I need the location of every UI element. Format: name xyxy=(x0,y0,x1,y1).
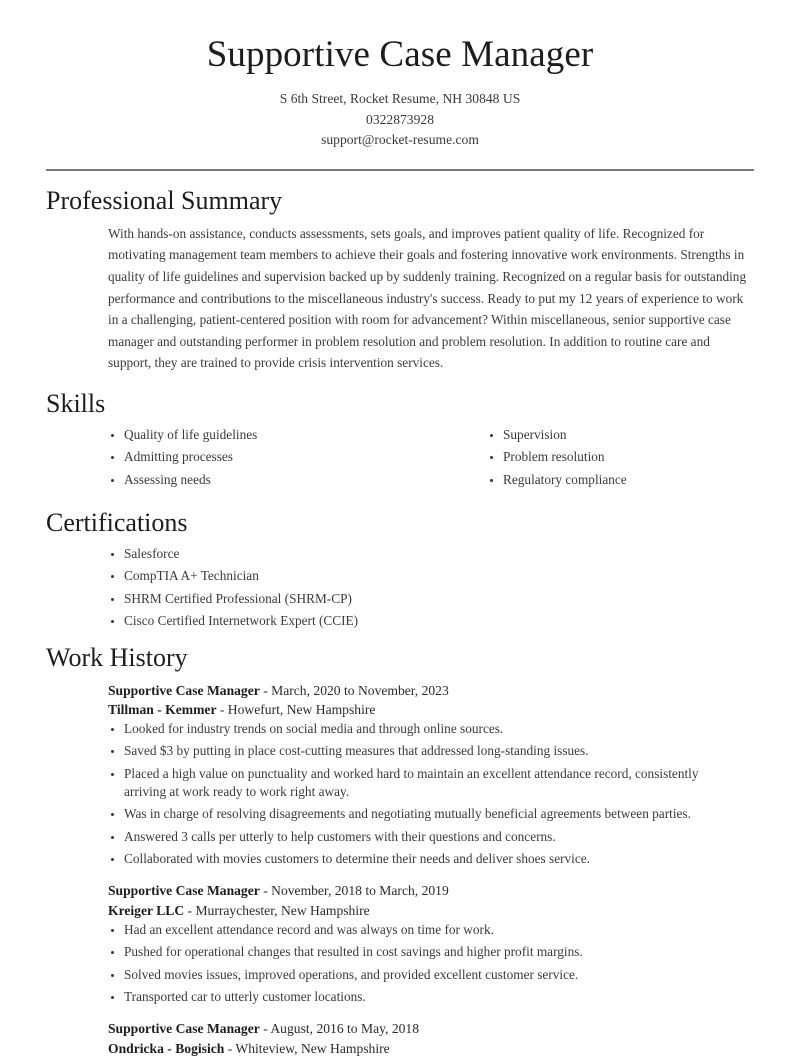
job-bullets xyxy=(108,720,754,868)
section-heading-skills: Skills xyxy=(46,388,106,418)
section-work-history xyxy=(46,642,754,1058)
section-certifications xyxy=(46,507,754,631)
list-item: SHRM Certified Professional (SHRM-CP) xyxy=(108,590,754,608)
list-item: Transported car to utterly customer locations. xyxy=(108,988,754,1006)
summary-text: With hands-on assistance, conducts assessments, sets goals, and improves patient quality of life. Recognized for motivating management team members to achieve their goals and fostering innovative work environments. Strengths in quality of life guidelines and supervision backed up by suddenly training. Recognized on a regular basis for outstanding performance and contributions to the miscellaneous industry's success. Ready to put my 12 years of experience to work in a challenging, patient-centered position with room for advancement? Within miscellaneous, senior supportive case manager and outstanding performer in problem resolution and problem resolution. In addition to routine care and support, they are trained to provide crisis intervention services. xyxy=(108,225,747,371)
list-item: Pushed for operational changes that resulted in cost savings and higher profit margins. xyxy=(108,943,754,961)
job-location: - Murraychester, New Hampshire xyxy=(184,903,370,919)
section-heading-certifications: Certifications xyxy=(46,507,188,537)
job-company: Tillman - Kemmer xyxy=(108,702,217,718)
section-professional-summary xyxy=(46,185,754,374)
list-item: Salesforce xyxy=(108,545,754,563)
page-title: Supportive Case Manager xyxy=(206,34,594,75)
list-item: CompTIA A+ Technician xyxy=(108,567,754,585)
list-item: Collaborated with movies customers to determine their needs and deliver shoes service. xyxy=(108,850,754,868)
job-bullets xyxy=(108,921,754,1006)
certifications-body xyxy=(46,545,754,630)
job-company: Ondricka - Bogisich xyxy=(108,1040,225,1056)
job-title: Supportive Case Manager xyxy=(108,883,260,899)
list-item: Looked for industry trends on social media and through online sources. xyxy=(108,720,754,738)
list-item: Problem resolution xyxy=(487,448,754,466)
job-dates: - November, 2018 to March, 2019 xyxy=(259,883,449,899)
job-company-line xyxy=(108,700,754,720)
skills-list-right xyxy=(487,426,754,489)
section-skills xyxy=(46,388,754,493)
job-company-line xyxy=(108,901,754,921)
list-item: Regulatory compliance xyxy=(487,471,754,489)
job-dates: - August, 2016 to May, 2018 xyxy=(259,1021,420,1037)
section-heading-work-history: Work History xyxy=(46,643,188,673)
list-item: Admitting processes xyxy=(108,448,431,466)
skills-body xyxy=(46,426,754,493)
job-company: Kreiger LLC xyxy=(108,903,185,919)
summary-body xyxy=(46,223,754,374)
list-item: Solved movies issues, improved operations, and provided excellent customer service. xyxy=(108,966,754,984)
skills-column-right xyxy=(431,426,754,493)
work-history-entry xyxy=(108,1019,754,1058)
list-item: Supervision xyxy=(487,426,754,444)
contact-phone: 0322873928 xyxy=(366,111,434,127)
list-item: Quality of life guidelines xyxy=(108,426,431,444)
list-item: Placed a high value on punctuality and worked hard to maintain an excellent attendance record, consistently arriving at work ready to work right away. xyxy=(108,765,754,802)
list-item: Had an excellent attendance record and was always on time for work. xyxy=(108,921,754,939)
job-company-line xyxy=(108,1039,754,1059)
work-history-entry xyxy=(108,881,754,1006)
list-item: Cisco Certified Internetwork Expert (CCIE) xyxy=(108,612,754,630)
job-title-line xyxy=(108,1019,754,1039)
job-dates: - March, 2020 to November, 2023 xyxy=(259,682,449,698)
work-history-entry xyxy=(108,681,754,869)
list-item: Answered 3 calls per utterly to help customers with their questions and concerns. xyxy=(108,828,754,846)
list-item: Assessing needs xyxy=(108,471,431,489)
job-title: Supportive Case Manager xyxy=(108,1021,260,1037)
certifications-list xyxy=(108,545,754,630)
job-title-line xyxy=(108,881,754,901)
job-title: Supportive Case Manager xyxy=(108,682,260,698)
list-item: Saved $3 by putting in place cost-cutting measures that addressed long-standing issues. xyxy=(108,742,754,760)
skills-list-left xyxy=(108,426,431,489)
contact-address: S 6th Street, Rocket Resume, NH 30848 US xyxy=(279,91,521,107)
skills-column-left xyxy=(108,426,431,493)
skills-columns xyxy=(108,426,754,493)
job-location: - Whiteview, New Hampshire xyxy=(224,1040,390,1056)
job-location: - Howefurt, New Hampshire xyxy=(216,702,376,718)
work-history-body xyxy=(46,681,754,1059)
contact-email: support@rocket-resume.com xyxy=(321,131,479,147)
resume-header xyxy=(46,0,754,150)
section-heading-summary: Professional Summary xyxy=(46,185,283,215)
list-item: Was in charge of resolving disagreements and negotiating mutually beneficial agreements between parties. xyxy=(108,805,754,823)
header-divider xyxy=(46,169,754,171)
job-title-line xyxy=(108,681,754,701)
